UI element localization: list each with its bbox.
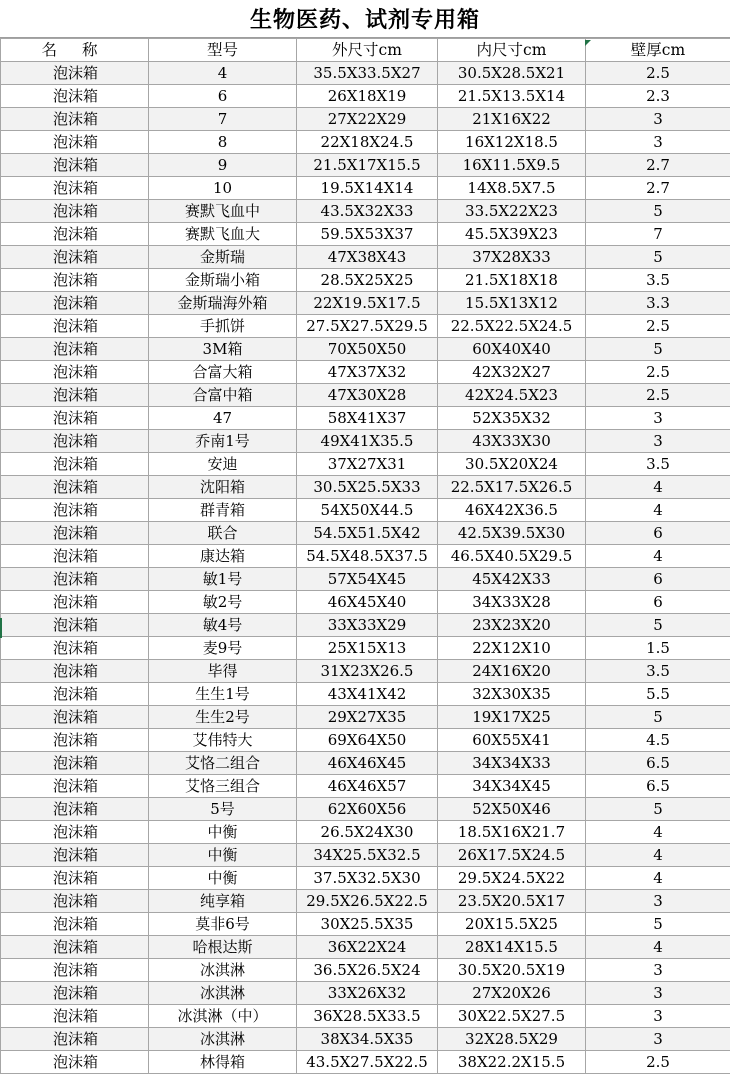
cell-model[interactable]: 合富大箱 <box>149 361 297 384</box>
cell-inner-size[interactable]: 21.5X18X18 <box>438 269 586 292</box>
cell-wall-thickness[interactable]: 6 <box>586 591 730 614</box>
cell-wall-thickness[interactable]: 4 <box>586 545 730 568</box>
cell-model[interactable]: 4 <box>149 62 297 85</box>
cell-outer-size[interactable]: 43X41X42 <box>297 683 438 706</box>
cell-inner-size[interactable]: 34X33X28 <box>438 591 586 614</box>
cell-model[interactable]: 中衡 <box>149 867 297 890</box>
cell-name[interactable]: 泡沫箱 <box>1 752 149 775</box>
cell-inner-size[interactable]: 30.5X28.5X21 <box>438 62 586 85</box>
cell-model[interactable]: 哈根达斯 <box>149 936 297 959</box>
cell-model[interactable]: 联合 <box>149 522 297 545</box>
table-row <box>1 959 730 982</box>
cell-name[interactable]: 泡沫箱 <box>1 1051 149 1074</box>
cell-inner-size[interactable]: 42.5X39.5X30 <box>438 522 586 545</box>
cell-inner-size[interactable]: 20X15.5X25 <box>438 913 586 936</box>
cell-name[interactable]: 泡沫箱 <box>1 798 149 821</box>
cell-name[interactable]: 泡沫箱 <box>1 844 149 867</box>
cell-wall-thickness[interactable]: 6 <box>586 568 730 591</box>
cell-model[interactable]: 3M箱 <box>149 338 297 361</box>
cell-outer-size[interactable]: 27.5X27.5X29.5 <box>297 315 438 338</box>
cell-model[interactable]: 敏1号 <box>149 568 297 591</box>
table-row <box>1 384 730 407</box>
cell-outer-size[interactable]: 43.5X32X33 <box>297 200 438 223</box>
cell-model[interactable]: 林得箱 <box>149 1051 297 1074</box>
cell-inner-size[interactable]: 30.5X20.5X19 <box>438 959 586 982</box>
cell-model[interactable]: 冰淇淋 <box>149 982 297 1005</box>
cell-wall-thickness[interactable]: 3 <box>586 1005 730 1028</box>
cell-inner-size[interactable]: 38X22.2X15.5 <box>438 1051 586 1074</box>
cell-name[interactable]: 泡沫箱 <box>1 315 149 338</box>
header-wall-thickness[interactable]: 壁厚cm <box>586 39 730 62</box>
cell-name[interactable]: 泡沫箱 <box>1 545 149 568</box>
cell-inner-size[interactable]: 42X24.5X23 <box>438 384 586 407</box>
cell-inner-size[interactable]: 43X33X30 <box>438 430 586 453</box>
cell-model[interactable]: 手抓饼 <box>149 315 297 338</box>
cell-inner-size[interactable]: 27X20X26 <box>438 982 586 1005</box>
cell-inner-size[interactable]: 32X30X35 <box>438 683 586 706</box>
cell-wall-thickness[interactable]: 2.5 <box>586 384 730 407</box>
cell-inner-size[interactable]: 21.5X13.5X14 <box>438 85 586 108</box>
table-row <box>1 499 730 522</box>
cell-outer-size[interactable]: 69X64X50 <box>297 729 438 752</box>
table-row <box>1 200 730 223</box>
cell-model[interactable]: 毕得 <box>149 660 297 683</box>
cell-wall-thickness[interactable]: 3 <box>586 1028 730 1051</box>
cell-wall-thickness[interactable]: 2.5 <box>586 62 730 85</box>
cell-model[interactable]: 冰淇淋（中） <box>149 1005 297 1028</box>
cell-model[interactable]: 7 <box>149 108 297 131</box>
table-row <box>1 890 730 913</box>
sheet-title[interactable]: 生物医药、试剂专用箱 <box>0 0 730 38</box>
table-row <box>1 729 730 752</box>
cell-wall-thickness[interactable]: 6 <box>586 522 730 545</box>
cell-wall-thickness[interactable]: 5 <box>586 614 730 637</box>
cell-name[interactable]: 泡沫箱 <box>1 1005 149 1028</box>
cell-inner-size[interactable]: 46X42X36.5 <box>438 499 586 522</box>
cell-name[interactable]: 泡沫箱 <box>1 476 149 499</box>
cell-name[interactable]: 泡沫箱 <box>1 223 149 246</box>
cell-wall-thickness[interactable]: 3 <box>586 430 730 453</box>
table-row <box>1 752 730 775</box>
cell-outer-size[interactable]: 35.5X33.5X27 <box>297 62 438 85</box>
cell-wall-thickness[interactable]: 5 <box>586 798 730 821</box>
cell-name[interactable]: 泡沫箱 <box>1 499 149 522</box>
cell-model[interactable]: 沈阳箱 <box>149 476 297 499</box>
cell-outer-size[interactable]: 54.5X51.5X42 <box>297 522 438 545</box>
cell-wall-thickness[interactable]: 2.3 <box>586 85 730 108</box>
table-row <box>1 85 730 108</box>
cell-inner-size[interactable]: 14X8.5X7.5 <box>438 177 586 200</box>
table-row <box>1 1005 730 1028</box>
table-row <box>1 246 730 269</box>
table-row <box>1 108 730 131</box>
cell-model[interactable]: 赛默飞血大 <box>149 223 297 246</box>
cell-outer-size[interactable]: 54.5X48.5X37.5 <box>297 545 438 568</box>
cell-outer-size[interactable]: 25X15X13 <box>297 637 438 660</box>
cell-inner-size[interactable]: 32X28.5X29 <box>438 1028 586 1051</box>
cell-wall-thickness[interactable]: 3 <box>586 407 730 430</box>
cell-wall-thickness[interactable]: 5 <box>586 246 730 269</box>
cell-comment-marker <box>585 40 591 46</box>
cell-inner-size[interactable]: 15.5X13X12 <box>438 292 586 315</box>
cell-outer-size[interactable]: 59.5X53X37 <box>297 223 438 246</box>
header-inner-size[interactable]: 内尺寸cm <box>438 39 586 62</box>
cell-name[interactable]: 泡沫箱 <box>1 706 149 729</box>
cell-wall-thickness[interactable]: 2.5 <box>586 315 730 338</box>
table-row <box>1 476 730 499</box>
cell-wall-thickness[interactable]: 4.5 <box>586 729 730 752</box>
cell-name[interactable]: 泡沫箱 <box>1 683 149 706</box>
cell-outer-size[interactable]: 33X26X32 <box>297 982 438 1005</box>
cell-inner-size[interactable]: 28X14X15.5 <box>438 936 586 959</box>
cell-name[interactable]: 泡沫箱 <box>1 62 149 85</box>
cell-wall-thickness[interactable]: 5 <box>586 338 730 361</box>
table-row <box>1 614 730 637</box>
table-row <box>1 361 730 384</box>
cell-outer-size[interactable]: 54X50X44.5 <box>297 499 438 522</box>
cell-name[interactable]: 泡沫箱 <box>1 936 149 959</box>
table-row <box>1 660 730 683</box>
cell-model[interactable]: 金斯瑞小箱 <box>149 269 297 292</box>
table-row <box>1 62 730 85</box>
cell-model[interactable]: 康达箱 <box>149 545 297 568</box>
cell-model[interactable]: 纯享箱 <box>149 890 297 913</box>
cell-model[interactable]: 中衡 <box>149 844 297 867</box>
table-row <box>1 545 730 568</box>
cell-outer-size[interactable]: 36.5X26.5X24 <box>297 959 438 982</box>
table-body <box>1 62 730 1074</box>
cell-name[interactable]: 泡沫箱 <box>1 246 149 269</box>
cell-inner-size[interactable]: 30.5X20X24 <box>438 453 586 476</box>
table-row <box>1 775 730 798</box>
cell-inner-size[interactable]: 34X34X45 <box>438 775 586 798</box>
cell-name[interactable]: 泡沫箱 <box>1 131 149 154</box>
cell-wall-thickness[interactable]: 3.5 <box>586 660 730 683</box>
cell-model[interactable]: 艾恪三组合 <box>149 775 297 798</box>
cell-wall-thickness[interactable]: 3 <box>586 131 730 154</box>
cell-outer-size[interactable]: 30X25.5X35 <box>297 913 438 936</box>
cell-outer-size[interactable]: 47X37X32 <box>297 361 438 384</box>
cell-outer-size[interactable]: 43.5X27.5X22.5 <box>297 1051 438 1074</box>
cell-model[interactable]: 10 <box>149 177 297 200</box>
header-model[interactable]: 型号 <box>149 39 297 62</box>
cell-inner-size[interactable]: 22.5X22.5X24.5 <box>438 315 586 338</box>
cell-model[interactable]: 敏2号 <box>149 591 297 614</box>
cell-outer-size[interactable]: 49X41X35.5 <box>297 430 438 453</box>
table-row <box>1 798 730 821</box>
table-row <box>1 131 730 154</box>
cell-inner-size[interactable]: 52X50X46 <box>438 798 586 821</box>
cell-outer-size[interactable]: 47X38X43 <box>297 246 438 269</box>
cell-model[interactable]: 赛默飞血中 <box>149 200 297 223</box>
cell-outer-size[interactable]: 29X27X35 <box>297 706 438 729</box>
cell-outer-size[interactable]: 30.5X25.5X33 <box>297 476 438 499</box>
cell-wall-thickness[interactable]: 6.5 <box>586 775 730 798</box>
cell-wall-thickness[interactable]: 1.5 <box>586 637 730 660</box>
cell-outer-size[interactable]: 46X45X40 <box>297 591 438 614</box>
cell-model[interactable]: 合富中箱 <box>149 384 297 407</box>
cell-outer-size[interactable]: 26.5X24X30 <box>297 821 438 844</box>
cell-model[interactable]: 乔南1号 <box>149 430 297 453</box>
cell-name[interactable]: 泡沫箱 <box>1 407 149 430</box>
cell-model[interactable]: 金斯瑞海外箱 <box>149 292 297 315</box>
cell-model[interactable]: 敏4号 <box>149 614 297 637</box>
cell-name[interactable]: 泡沫箱 <box>1 867 149 890</box>
cell-name[interactable]: 泡沫箱 <box>1 384 149 407</box>
cell-outer-size[interactable]: 21.5X17X15.5 <box>297 154 438 177</box>
table-row <box>1 844 730 867</box>
cell-wall-thickness[interactable]: 4 <box>586 821 730 844</box>
cell-model[interactable]: 8 <box>149 131 297 154</box>
table-row <box>1 407 730 430</box>
cell-wall-thickness[interactable]: 4 <box>586 844 730 867</box>
cell-wall-thickness[interactable]: 2.7 <box>586 154 730 177</box>
cell-model[interactable]: 麦9号 <box>149 637 297 660</box>
cell-outer-size[interactable]: 26X18X19 <box>297 85 438 108</box>
cell-wall-thickness[interactable]: 3 <box>586 959 730 982</box>
table-row <box>1 338 730 361</box>
cell-outer-size[interactable]: 37X27X31 <box>297 453 438 476</box>
cell-name[interactable]: 泡沫箱 <box>1 338 149 361</box>
table-row <box>1 568 730 591</box>
cell-inner-size[interactable]: 34X34X33 <box>438 752 586 775</box>
header-outer-size[interactable]: 外尺寸cm <box>297 39 438 62</box>
table-row <box>1 177 730 200</box>
cell-outer-size[interactable]: 37.5X32.5X30 <box>297 867 438 890</box>
cell-name[interactable]: 泡沫箱 <box>1 361 149 384</box>
cell-name[interactable]: 泡沫箱 <box>1 108 149 131</box>
table-row <box>1 936 730 959</box>
active-row-marker <box>0 618 2 638</box>
cell-wall-thickness[interactable]: 4 <box>586 499 730 522</box>
cell-name[interactable]: 泡沫箱 <box>1 269 149 292</box>
cell-model[interactable]: 中衡 <box>149 821 297 844</box>
cell-outer-size[interactable]: 58X41X37 <box>297 407 438 430</box>
cell-wall-thickness[interactable]: 5 <box>586 913 730 936</box>
cell-inner-size[interactable]: 18.5X16X21.7 <box>438 821 586 844</box>
cell-inner-size[interactable]: 19X17X25 <box>438 706 586 729</box>
cell-wall-thickness[interactable]: 5.5 <box>586 683 730 706</box>
table-row <box>1 982 730 1005</box>
header-name[interactable]: 名 称 <box>1 39 149 62</box>
cell-model[interactable]: 艾恪二组合 <box>149 752 297 775</box>
table-row <box>1 821 730 844</box>
cell-model[interactable]: 冰淇淋 <box>149 1028 297 1051</box>
cell-model[interactable]: 安迪 <box>149 453 297 476</box>
cell-outer-size[interactable]: 46X46X45 <box>297 752 438 775</box>
table-row <box>1 522 730 545</box>
table-row <box>1 223 730 246</box>
cell-wall-thickness[interactable]: 3 <box>586 108 730 131</box>
cell-wall-thickness[interactable]: 4 <box>586 476 730 499</box>
cell-name[interactable]: 泡沫箱 <box>1 568 149 591</box>
cell-outer-size[interactable]: 29.5X26.5X22.5 <box>297 890 438 913</box>
cell-name[interactable]: 泡沫箱 <box>1 614 149 637</box>
table-row <box>1 706 730 729</box>
cell-inner-size[interactable]: 37X28X33 <box>438 246 586 269</box>
cell-inner-size[interactable]: 52X35X32 <box>438 407 586 430</box>
cell-wall-thickness[interactable]: 3.3 <box>586 292 730 315</box>
cell-outer-size[interactable]: 33X33X29 <box>297 614 438 637</box>
cell-outer-size[interactable]: 28.5X25X25 <box>297 269 438 292</box>
cell-model[interactable]: 莫非6号 <box>149 913 297 936</box>
cell-wall-thickness[interactable]: 6.5 <box>586 752 730 775</box>
cell-inner-size[interactable]: 60X40X40 <box>438 338 586 361</box>
cell-inner-size[interactable]: 60X55X41 <box>438 729 586 752</box>
cell-outer-size[interactable]: 70X50X50 <box>297 338 438 361</box>
cell-wall-thickness[interactable]: 3 <box>586 890 730 913</box>
header-row <box>1 39 730 62</box>
cell-outer-size[interactable]: 31X23X26.5 <box>297 660 438 683</box>
table-row <box>1 315 730 338</box>
cell-name[interactable]: 泡沫箱 <box>1 1028 149 1051</box>
cell-outer-size[interactable]: 22X19.5X17.5 <box>297 292 438 315</box>
cell-inner-size[interactable]: 23X23X20 <box>438 614 586 637</box>
cell-wall-thickness[interactable]: 4 <box>586 936 730 959</box>
cell-outer-size[interactable]: 22X18X24.5 <box>297 131 438 154</box>
cell-outer-size[interactable]: 57X54X45 <box>297 568 438 591</box>
cell-outer-size[interactable]: 19.5X14X14 <box>297 177 438 200</box>
cell-wall-thickness[interactable]: 2.7 <box>586 177 730 200</box>
cell-wall-thickness[interactable]: 3.5 <box>586 269 730 292</box>
cell-name[interactable]: 泡沫箱 <box>1 177 149 200</box>
cell-name[interactable]: 泡沫箱 <box>1 890 149 913</box>
cell-outer-size[interactable]: 36X22X24 <box>297 936 438 959</box>
cell-inner-size[interactable]: 21X16X22 <box>438 108 586 131</box>
cell-inner-size[interactable]: 24X16X20 <box>438 660 586 683</box>
cell-name[interactable]: 泡沫箱 <box>1 637 149 660</box>
cell-model[interactable]: 生生2号 <box>149 706 297 729</box>
table-row <box>1 292 730 315</box>
table-row <box>1 867 730 890</box>
cell-name[interactable]: 泡沫箱 <box>1 775 149 798</box>
cell-inner-size[interactable]: 30X22.5X27.5 <box>438 1005 586 1028</box>
cell-model[interactable]: 9 <box>149 154 297 177</box>
cell-inner-size[interactable]: 22X12X10 <box>438 637 586 660</box>
cell-model[interactable]: 5号 <box>149 798 297 821</box>
cell-inner-size[interactable]: 16X12X18.5 <box>438 131 586 154</box>
cell-wall-thickness[interactable]: 3 <box>586 982 730 1005</box>
cell-name[interactable]: 泡沫箱 <box>1 591 149 614</box>
table-row <box>1 1028 730 1051</box>
cell-inner-size[interactable]: 45X42X33 <box>438 568 586 591</box>
table-row <box>1 1051 730 1074</box>
cell-outer-size[interactable]: 34X25.5X32.5 <box>297 844 438 867</box>
table-row <box>1 637 730 660</box>
table-row <box>1 453 730 476</box>
cell-wall-thickness[interactable]: 2.5 <box>586 361 730 384</box>
cell-inner-size[interactable]: 46.5X40.5X29.5 <box>438 545 586 568</box>
table-row <box>1 913 730 936</box>
table-row <box>1 430 730 453</box>
cell-wall-thickness[interactable]: 3.5 <box>586 453 730 476</box>
cell-name[interactable]: 泡沫箱 <box>1 959 149 982</box>
cell-inner-size[interactable]: 45.5X39X23 <box>438 223 586 246</box>
cell-inner-size[interactable]: 42X32X27 <box>438 361 586 384</box>
cell-wall-thickness[interactable]: 5 <box>586 706 730 729</box>
cell-wall-thickness[interactable]: 7 <box>586 223 730 246</box>
table-row <box>1 269 730 292</box>
cell-outer-size[interactable]: 27X22X29 <box>297 108 438 131</box>
cell-model[interactable]: 生生1号 <box>149 683 297 706</box>
cell-inner-size[interactable]: 22.5X17.5X26.5 <box>438 476 586 499</box>
cell-name[interactable]: 泡沫箱 <box>1 200 149 223</box>
table-row <box>1 154 730 177</box>
cell-name[interactable]: 泡沫箱 <box>1 453 149 476</box>
cell-name[interactable]: 泡沫箱 <box>1 660 149 683</box>
cell-wall-thickness[interactable]: 5 <box>586 200 730 223</box>
cell-outer-size[interactable]: 36X28.5X33.5 <box>297 1005 438 1028</box>
cell-name[interactable]: 泡沫箱 <box>1 729 149 752</box>
cell-name[interactable]: 泡沫箱 <box>1 154 149 177</box>
cell-outer-size[interactable]: 62X60X56 <box>297 798 438 821</box>
table-row <box>1 683 730 706</box>
cell-outer-size[interactable]: 47X30X28 <box>297 384 438 407</box>
cell-outer-size[interactable]: 46X46X57 <box>297 775 438 798</box>
cell-name[interactable]: 泡沫箱 <box>1 913 149 936</box>
product-table <box>0 38 730 1074</box>
cell-name[interactable]: 泡沫箱 <box>1 522 149 545</box>
cell-model[interactable]: 冰淇淋 <box>149 959 297 982</box>
cell-inner-size[interactable]: 26X17.5X24.5 <box>438 844 586 867</box>
cell-inner-size[interactable]: 23.5X20.5X17 <box>438 890 586 913</box>
cell-inner-size[interactable]: 33.5X22X23 <box>438 200 586 223</box>
cell-inner-size[interactable]: 29.5X24.5X22 <box>438 867 586 890</box>
cell-wall-thickness[interactable]: 2.5 <box>586 1051 730 1074</box>
cell-name[interactable]: 泡沫箱 <box>1 292 149 315</box>
cell-model[interactable]: 金斯瑞 <box>149 246 297 269</box>
cell-model[interactable]: 6 <box>149 85 297 108</box>
table-row <box>1 591 730 614</box>
cell-model[interactable]: 艾伟特大 <box>149 729 297 752</box>
cell-name[interactable]: 泡沫箱 <box>1 430 149 453</box>
cell-wall-thickness[interactable]: 4 <box>586 867 730 890</box>
cell-inner-size[interactable]: 16X11.5X9.5 <box>438 154 586 177</box>
cell-name[interactable]: 泡沫箱 <box>1 821 149 844</box>
cell-model[interactable]: 47 <box>149 407 297 430</box>
cell-outer-size[interactable]: 38X34.5X35 <box>297 1028 438 1051</box>
cell-name[interactable]: 泡沫箱 <box>1 85 149 108</box>
cell-model[interactable]: 群青箱 <box>149 499 297 522</box>
cell-name[interactable]: 泡沫箱 <box>1 982 149 1005</box>
